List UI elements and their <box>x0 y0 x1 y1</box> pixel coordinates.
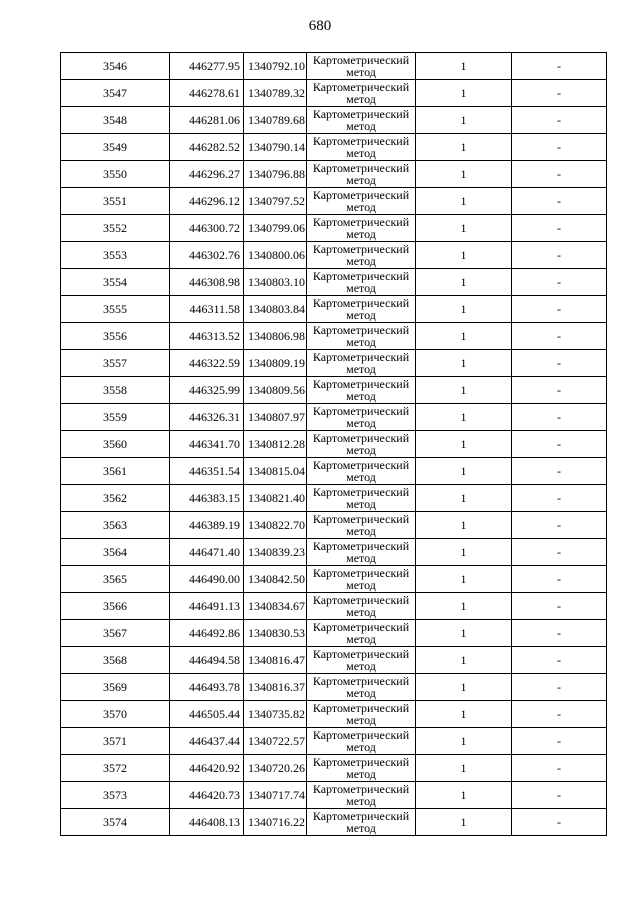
table-row <box>61 134 607 161</box>
x-coordinate-cell: 446296.27 <box>170 161 244 188</box>
y-coordinate-cell: 1340821.40 <box>244 485 307 512</box>
x-coordinate-cell: 446490.00 <box>170 566 244 593</box>
accuracy-cell: 1 <box>416 107 512 134</box>
method-text: Картометрический метод <box>312 674 410 700</box>
method-text: Картометрический метод <box>312 593 410 619</box>
method-cell <box>307 512 416 539</box>
y-coordinate-cell: 1340806.98 <box>244 323 307 350</box>
table-row <box>61 620 607 647</box>
method-cell <box>307 431 416 458</box>
method-text: Картометрический метод <box>312 161 410 187</box>
accuracy-cell: 1 <box>416 458 512 485</box>
description-cell: - <box>512 215 607 242</box>
x-coordinate-cell: 446322.59 <box>170 350 244 377</box>
description-cell: - <box>512 485 607 512</box>
point-number-cell: 3555 <box>61 296 170 323</box>
coordinates-table-body <box>61 53 607 836</box>
method-cell <box>307 323 416 350</box>
accuracy-cell: 1 <box>416 620 512 647</box>
point-number-cell: 3566 <box>61 593 170 620</box>
point-number-cell: 3562 <box>61 485 170 512</box>
description-cell: - <box>512 755 607 782</box>
x-coordinate-cell: 446389.19 <box>170 512 244 539</box>
y-coordinate-cell: 1340790.14 <box>244 134 307 161</box>
method-cell <box>307 107 416 134</box>
description-cell: - <box>512 620 607 647</box>
description-cell: - <box>512 593 607 620</box>
table-row <box>61 566 607 593</box>
x-coordinate-cell: 446277.95 <box>170 53 244 80</box>
method-text: Картометрический метод <box>312 215 410 241</box>
method-text: Картометрический метод <box>312 782 410 808</box>
y-coordinate-cell: 1340716.22 <box>244 809 307 836</box>
y-coordinate-cell: 1340842.50 <box>244 566 307 593</box>
table-row <box>61 701 607 728</box>
point-number-cell: 3567 <box>61 620 170 647</box>
description-cell: - <box>512 674 607 701</box>
accuracy-cell: 1 <box>416 593 512 620</box>
method-cell <box>307 782 416 809</box>
description-cell: - <box>512 701 607 728</box>
method-text: Картометрический метод <box>312 566 410 592</box>
point-number-cell: 3549 <box>61 134 170 161</box>
x-coordinate-cell: 446505.44 <box>170 701 244 728</box>
method-cell <box>307 80 416 107</box>
method-text: Картометрический метод <box>312 809 410 835</box>
method-text: Картометрический метод <box>312 80 410 106</box>
description-cell: - <box>512 323 607 350</box>
method-text: Картометрический метод <box>312 188 410 214</box>
x-coordinate-cell: 446351.54 <box>170 458 244 485</box>
method-cell <box>307 701 416 728</box>
accuracy-cell: 1 <box>416 242 512 269</box>
description-cell: - <box>512 809 607 836</box>
method-cell <box>307 566 416 593</box>
method-cell <box>307 134 416 161</box>
x-coordinate-cell: 446296.12 <box>170 188 244 215</box>
point-number-cell: 3547 <box>61 80 170 107</box>
x-coordinate-cell: 446383.15 <box>170 485 244 512</box>
point-number-cell: 3546 <box>61 53 170 80</box>
table-row <box>61 485 607 512</box>
x-coordinate-cell: 446493.78 <box>170 674 244 701</box>
description-cell: - <box>512 512 607 539</box>
x-coordinate-cell: 446300.72 <box>170 215 244 242</box>
description-cell: - <box>512 53 607 80</box>
method-cell <box>307 755 416 782</box>
y-coordinate-cell: 1340803.84 <box>244 296 307 323</box>
accuracy-cell: 1 <box>416 566 512 593</box>
description-cell: - <box>512 377 607 404</box>
y-coordinate-cell: 1340816.37 <box>244 674 307 701</box>
point-number-cell: 3565 <box>61 566 170 593</box>
table-row <box>61 215 607 242</box>
accuracy-cell: 1 <box>416 269 512 296</box>
table-row <box>61 647 607 674</box>
method-cell <box>307 674 416 701</box>
y-coordinate-cell: 1340830.53 <box>244 620 307 647</box>
accuracy-cell: 1 <box>416 647 512 674</box>
table-row <box>61 539 607 566</box>
table-row <box>61 809 607 836</box>
method-cell <box>307 539 416 566</box>
accuracy-cell: 1 <box>416 377 512 404</box>
point-number-cell: 3564 <box>61 539 170 566</box>
y-coordinate-cell: 1340789.32 <box>244 80 307 107</box>
method-text: Картометрический метод <box>312 269 410 295</box>
description-cell: - <box>512 80 607 107</box>
method-cell <box>307 647 416 674</box>
point-number-cell: 3571 <box>61 728 170 755</box>
table-row <box>61 674 607 701</box>
accuracy-cell: 1 <box>416 701 512 728</box>
y-coordinate-cell: 1340799.06 <box>244 215 307 242</box>
point-number-cell: 3560 <box>61 431 170 458</box>
x-coordinate-cell: 446313.52 <box>170 323 244 350</box>
method-text: Картометрический метод <box>312 485 410 511</box>
point-number-cell: 3557 <box>61 350 170 377</box>
x-coordinate-cell: 446311.58 <box>170 296 244 323</box>
method-cell <box>307 620 416 647</box>
method-text: Картометрический метод <box>312 701 410 727</box>
method-cell <box>307 188 416 215</box>
point-number-cell: 3568 <box>61 647 170 674</box>
table-row <box>61 242 607 269</box>
point-number-cell: 3569 <box>61 674 170 701</box>
point-number-cell: 3553 <box>61 242 170 269</box>
description-cell: - <box>512 350 607 377</box>
coordinates-table <box>60 52 607 836</box>
y-coordinate-cell: 1340735.82 <box>244 701 307 728</box>
accuracy-cell: 1 <box>416 350 512 377</box>
x-coordinate-cell: 446494.58 <box>170 647 244 674</box>
accuracy-cell: 1 <box>416 188 512 215</box>
y-coordinate-cell: 1340717.74 <box>244 782 307 809</box>
table-row <box>61 350 607 377</box>
table-row <box>61 377 607 404</box>
y-coordinate-cell: 1340797.52 <box>244 188 307 215</box>
y-coordinate-cell: 1340839.23 <box>244 539 307 566</box>
method-cell <box>307 161 416 188</box>
method-text: Картометрический метод <box>312 242 410 268</box>
method-cell <box>307 809 416 836</box>
table-row <box>61 107 607 134</box>
page-number: 680 <box>308 18 332 34</box>
table-row <box>61 431 607 458</box>
method-cell <box>307 269 416 296</box>
table-row <box>61 404 607 431</box>
table-row <box>61 161 607 188</box>
point-number-cell: 3550 <box>61 161 170 188</box>
y-coordinate-cell: 1340789.68 <box>244 107 307 134</box>
point-number-cell: 3574 <box>61 809 170 836</box>
point-number-cell: 3558 <box>61 377 170 404</box>
y-coordinate-cell: 1340807.97 <box>244 404 307 431</box>
description-cell: - <box>512 782 607 809</box>
x-coordinate-cell: 446420.92 <box>170 755 244 782</box>
table-row <box>61 755 607 782</box>
y-coordinate-cell: 1340815.04 <box>244 458 307 485</box>
description-cell: - <box>512 539 607 566</box>
method-text: Картометрический метод <box>312 323 410 349</box>
table-row <box>61 188 607 215</box>
method-cell <box>307 458 416 485</box>
method-cell <box>307 377 416 404</box>
method-cell <box>307 404 416 431</box>
description-cell: - <box>512 431 607 458</box>
description-cell: - <box>512 242 607 269</box>
method-text: Картометрический метод <box>312 296 410 322</box>
method-cell <box>307 593 416 620</box>
point-number-cell: 3552 <box>61 215 170 242</box>
method-cell <box>307 296 416 323</box>
description-cell: - <box>512 269 607 296</box>
method-text: Картометрический метод <box>312 620 410 646</box>
point-number-cell: 3556 <box>61 323 170 350</box>
table-row <box>61 728 607 755</box>
point-number-cell: 3570 <box>61 701 170 728</box>
table-row <box>61 782 607 809</box>
point-number-cell: 3551 <box>61 188 170 215</box>
x-coordinate-cell: 446420.73 <box>170 782 244 809</box>
x-coordinate-cell: 446308.98 <box>170 269 244 296</box>
description-cell: - <box>512 647 607 674</box>
x-coordinate-cell: 446471.40 <box>170 539 244 566</box>
method-text: Картометрический метод <box>312 539 410 565</box>
description-cell: - <box>512 296 607 323</box>
y-coordinate-cell: 1340803.10 <box>244 269 307 296</box>
accuracy-cell: 1 <box>416 215 512 242</box>
point-number-cell: 3572 <box>61 755 170 782</box>
accuracy-cell: 1 <box>416 728 512 755</box>
accuracy-cell: 1 <box>416 80 512 107</box>
x-coordinate-cell: 446325.99 <box>170 377 244 404</box>
x-coordinate-cell: 446326.31 <box>170 404 244 431</box>
x-coordinate-cell: 446281.06 <box>170 107 244 134</box>
accuracy-cell: 1 <box>416 512 512 539</box>
table-row <box>61 80 607 107</box>
point-number-cell: 3548 <box>61 107 170 134</box>
method-cell <box>307 242 416 269</box>
method-text: Картометрический метод <box>312 377 410 403</box>
table-row <box>61 53 607 80</box>
method-text: Картометрический метод <box>312 458 410 484</box>
point-number-cell: 3554 <box>61 269 170 296</box>
x-coordinate-cell: 446278.61 <box>170 80 244 107</box>
accuracy-cell: 1 <box>416 296 512 323</box>
method-text: Картометрический метод <box>312 728 410 754</box>
description-cell: - <box>512 404 607 431</box>
y-coordinate-cell: 1340809.56 <box>244 377 307 404</box>
description-cell: - <box>512 188 607 215</box>
description-cell: - <box>512 566 607 593</box>
y-coordinate-cell: 1340822.70 <box>244 512 307 539</box>
table-row <box>61 269 607 296</box>
description-cell: - <box>512 728 607 755</box>
y-coordinate-cell: 1340722.57 <box>244 728 307 755</box>
method-cell <box>307 485 416 512</box>
method-text: Картометрический метод <box>312 134 410 160</box>
point-number-cell: 3559 <box>61 404 170 431</box>
method-text: Картометрический метод <box>312 53 410 79</box>
table-row <box>61 296 607 323</box>
description-cell: - <box>512 458 607 485</box>
point-number-cell: 3563 <box>61 512 170 539</box>
accuracy-cell: 1 <box>416 485 512 512</box>
method-cell <box>307 215 416 242</box>
accuracy-cell: 1 <box>416 134 512 161</box>
x-coordinate-cell: 446282.52 <box>170 134 244 161</box>
x-coordinate-cell: 446302.76 <box>170 242 244 269</box>
table-row <box>61 593 607 620</box>
method-text: Картометрический метод <box>312 404 410 430</box>
accuracy-cell: 1 <box>416 539 512 566</box>
y-coordinate-cell: 1340812.28 <box>244 431 307 458</box>
y-coordinate-cell: 1340792.10 <box>244 53 307 80</box>
description-cell: - <box>512 107 607 134</box>
accuracy-cell: 1 <box>416 323 512 350</box>
description-cell: - <box>512 134 607 161</box>
method-text: Картометрический метод <box>312 512 410 538</box>
method-text: Картометрический метод <box>312 755 410 781</box>
table-row <box>61 323 607 350</box>
method-text: Картометрический метод <box>312 107 410 133</box>
accuracy-cell: 1 <box>416 53 512 80</box>
x-coordinate-cell: 446341.70 <box>170 431 244 458</box>
x-coordinate-cell: 446437.44 <box>170 728 244 755</box>
x-coordinate-cell: 446492.86 <box>170 620 244 647</box>
method-text: Картометрический метод <box>312 431 410 457</box>
accuracy-cell: 1 <box>416 404 512 431</box>
y-coordinate-cell: 1340800.06 <box>244 242 307 269</box>
method-cell <box>307 350 416 377</box>
accuracy-cell: 1 <box>416 782 512 809</box>
point-number-cell: 3573 <box>61 782 170 809</box>
y-coordinate-cell: 1340834.67 <box>244 593 307 620</box>
method-text: Картометрический метод <box>312 350 410 376</box>
table-row <box>61 512 607 539</box>
y-coordinate-cell: 1340809.19 <box>244 350 307 377</box>
y-coordinate-cell: 1340816.47 <box>244 647 307 674</box>
accuracy-cell: 1 <box>416 161 512 188</box>
point-number-cell: 3561 <box>61 458 170 485</box>
y-coordinate-cell: 1340720.26 <box>244 755 307 782</box>
accuracy-cell: 1 <box>416 431 512 458</box>
table-row <box>61 458 607 485</box>
method-cell <box>307 728 416 755</box>
accuracy-cell: 1 <box>416 755 512 782</box>
method-text: Картометрический метод <box>312 647 410 673</box>
description-cell: - <box>512 161 607 188</box>
method-cell <box>307 53 416 80</box>
y-coordinate-cell: 1340796.88 <box>244 161 307 188</box>
accuracy-cell: 1 <box>416 809 512 836</box>
accuracy-cell: 1 <box>416 674 512 701</box>
x-coordinate-cell: 446491.13 <box>170 593 244 620</box>
x-coordinate-cell: 446408.13 <box>170 809 244 836</box>
